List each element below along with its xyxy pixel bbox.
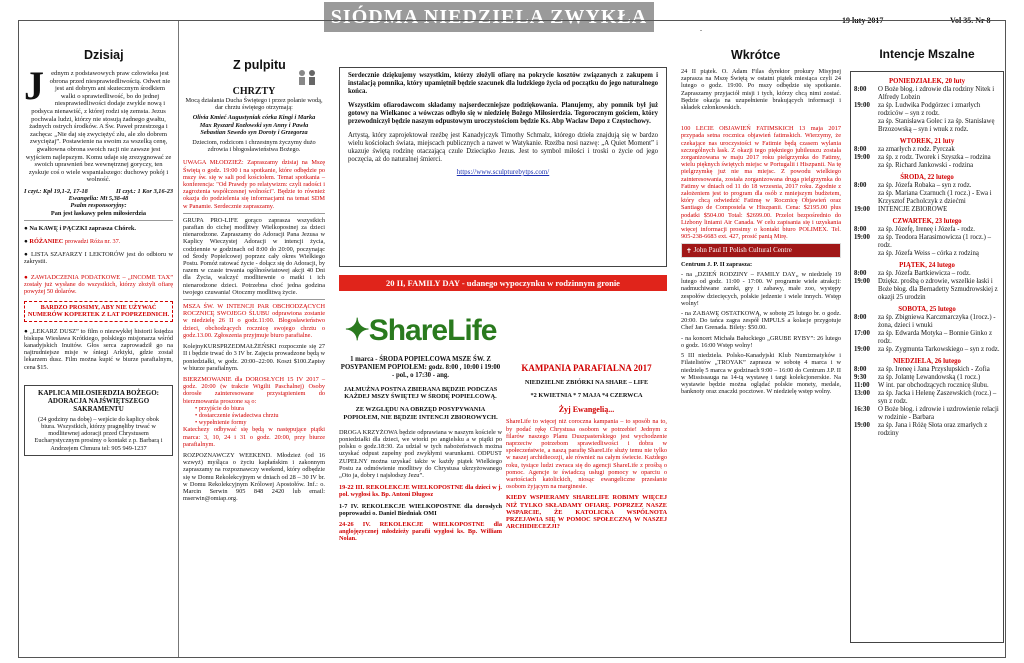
column-pulpit bbox=[179, 21, 329, 657]
coin-club-notice: 5 III niedziela. Polsko-Kanadyjski Klub Numizmatyków i Filatelistów „TROYAK” zaprasza w sobotę 4 marca i w niedzielę 5 marca w godzinach 9:00 – 16:00 do Centrum J.P. II w Mississauga na 14-tą wystawę i targi kolekcjonerskie. Na wystawie będzie można oglądać polskie monety, medale, banknoty oraz znaczki pocztowe. W niedzielę wstęp wolny. bbox=[681, 352, 841, 396]
column-upcoming bbox=[677, 21, 845, 657]
readings bbox=[24, 188, 173, 195]
anniversary-mass: MSZA ŚW. W INTENCJI PAR OBCHODZĄCYCH ROCZNICĘ SWOJEGO ŚLUBU odprawiona zostanie w niedzielę 26 II o godz.11:00. Błogosławieństwo dzieci, obchodzących rocznicę swojego chrztu o godz.13.00. Zgłoszenia przyjmuje biuro parafialne. bbox=[183, 303, 325, 339]
intention-text: O Boże błog. i zdrowie i uzdrowienie relacji w rodzinie - Barbara bbox=[878, 406, 999, 421]
lent-alms: JAŁMUŻNA POSTNA ZBIERANA BĘDZIE PODCZAS KAŻDEJ MSZY ŚWIĘTEJ W ŚRODĘ POPIELCOWĄ. bbox=[343, 386, 498, 401]
intention-row bbox=[854, 406, 1000, 422]
adoration-text: (24 godziny na dobę) – wejście do kaplicy obok biura. Wszystkich, którzy pragnęliby trwać w modlitewnej adoracji przed Chrystusem Eucharystycznym prosimy o kontakt z p. Barbarą i Andrzejem Chmura tel: 905 949-1237 bbox=[34, 415, 163, 452]
masthead-title: SIÓDMA NIEDZIELA ZWYKŁA bbox=[324, 2, 654, 32]
column-today bbox=[19, 21, 179, 657]
collection-dates: *2 KWIETNIA * 7 MAJA *4 CZERWCA bbox=[530, 392, 643, 400]
issue-date: 19 luty 2017 bbox=[842, 16, 884, 25]
intention-time: 19:00 bbox=[854, 206, 870, 213]
today-heading: Dzisiaj bbox=[84, 48, 124, 62]
notice-coffee: ● Na KAWĘ i PĄCZKI zaprasza Chórek. bbox=[24, 224, 136, 232]
monument-box bbox=[339, 67, 667, 267]
column-intentions bbox=[847, 21, 1007, 657]
intention-time: 13:00 bbox=[854, 390, 870, 397]
ash-wednesday: 1 marca - ŚRODA POPIELCOWA MSZE ŚW. Z POSYPANIEM POPIOŁEM: godz. 8:00 , 10:00 i 19:00 - pol., o 17:30 - ang. bbox=[340, 356, 501, 379]
baptism-names: Olivia Kmieć Augustyniak córka Kingi i Marka Max Ryszard Kozłowski syn Anny i Pawła Sebastian Szwedo syn Doroty i Grzegorza bbox=[192, 114, 316, 136]
issue-volume: Vol 35. Nr 8 bbox=[950, 16, 991, 25]
intention-day: PONIEDZIAŁEK, 20 luty bbox=[888, 78, 966, 85]
thanks-text: Serdecznie dziękujemy wszystkim, którzy złożyli ofiarę na pokrycie kosztów związanych z zakupem i instalacją pomnika, który upamiętnił będzie szacunek dla ludzkiego życia od początku do jego naturalnego końca. bbox=[348, 72, 658, 95]
intention-row bbox=[854, 146, 1000, 154]
intention-time: 19:00 bbox=[854, 234, 870, 241]
intention-text: O Boże błog. i zdrowie dla rodziny Nitek i Alfredy Lobzin bbox=[878, 86, 995, 101]
intention-text: za śp. Ludwika Podgórzec i zmarłych rodziców – syn z rodz. bbox=[878, 102, 981, 117]
intention-time: 8:00 bbox=[854, 86, 867, 93]
adoration-title: KAPLICA MIŁOSIERDZIA BOŻEGO: ADORACJA NAJŚWIĘTSZEGO SAKRAMENTU bbox=[38, 388, 159, 413]
collection-title: NIEDZIELNE ZBIÓRKI NA SHARE – LIFE bbox=[524, 379, 649, 386]
centre-invites: Centrum J. P. II zaprasza: bbox=[681, 260, 753, 268]
intention-day: WTOREK, 21 luty bbox=[899, 138, 955, 145]
intention-row bbox=[854, 314, 1000, 330]
family-day-banner: 20 II, FAMILY DAY - udanego wypoczynku w rodzinnym gronie bbox=[339, 275, 667, 291]
header-dot: . bbox=[700, 24, 702, 33]
intention-day: ŚRODA, 22 lutego bbox=[900, 174, 954, 181]
today-reflection bbox=[24, 63, 173, 184]
adoration-box bbox=[24, 385, 173, 456]
intention-time: 8:00 bbox=[854, 182, 867, 189]
bulletin-page bbox=[18, 20, 1006, 658]
intention-row bbox=[854, 226, 1000, 234]
stations-of-cross: DROGA KRZYŻOWA będzie odprawiana w naszym kościele w poniedziałki dla dzieci, we wtorki po angielsku a w piątki po polsku o godz.18:30. Za udział w tych nabożeństwach można uzyskać odpust zupełny pod zwykłymi warunkami. ODPUST ZUPEŁNY można uzyskać także w każdy piątek Wielkiego Postu za odmówienie modlitwy do Chrystusa ukrzyżowanego „Oto ja, dobry i najsłodszy Jezu”. bbox=[339, 428, 502, 480]
intention-text: Dziękz. prośbą o zdrowie, wszelkie łaski i Boże błog. dla Bernadetty Szmudrowskiej z okazji 25 urodzin bbox=[878, 278, 998, 301]
upcoming-heading: Wkrótce bbox=[731, 48, 781, 62]
intention-time: 8:00 bbox=[854, 226, 867, 233]
live-gospel: Żyj Ewangelią... bbox=[558, 405, 615, 415]
intention-time bbox=[854, 190, 878, 206]
family-day-notice: - na „DZIEŃ RODZINY – FAMILY DAY„ w niedzielę 19 lutego od godz. 11:00 - 17:00. W programie wiele atrakcji: nadmuchiwane zamki, gry i zabawy, małe zoo, występy zespołów dziecięcych, polskie jedzenie i wiele innych. Wstęp wolny! bbox=[681, 271, 841, 307]
sharelife-logo: ✦ShareLife bbox=[344, 314, 497, 347]
divider bbox=[24, 220, 173, 221]
intention-time: 19:00 bbox=[854, 278, 870, 285]
intention-row bbox=[854, 250, 1000, 258]
intention-text: za śp. Józefa Robaka – syn z rodz. bbox=[878, 182, 972, 189]
intentions-heading: Intencje Mszalne bbox=[879, 47, 975, 61]
intention-time bbox=[854, 118, 878, 134]
psalm-text: Pan jest łaskawy pełen miłosierdzia bbox=[50, 209, 147, 217]
notice-envelopes: BARDZO PROSIMY, ABY NIE UŻYWAĆ NUMERÓW KOPERTEK Z LAT POPRZEDNICH. bbox=[24, 301, 173, 321]
intention-time bbox=[854, 250, 878, 258]
intention-text: za śp. Stanisława Golec i za śp. Stanisławę Brzozowską – syn i wnuk z rodz. bbox=[878, 118, 995, 133]
intention-text: za śp. Zygmunta Tarkowskiego – syn z rodz. bbox=[878, 346, 1000, 353]
intention-time: 9:30 bbox=[854, 374, 867, 381]
youth-notice: UWAGA MŁODZIEŻ: Zapraszamy dzisiaj na Mszę Świętą o godz. 19:00 i na spotkanie, które odbędzie po mszy św. się w sali pod kościołem. Temat spotkania – konferencja: "Od Prawdy po relatywizm: czyli radości i zagrożenia współczesnej wolności". Będzie to również okazja do podzielenia się informacjami na temat SDM w Panamie. Serdecznie zapraszamy. bbox=[183, 159, 325, 210]
marriage-course: KolejnyKURSPRZEDMAŁŻEŃSKI rozpocznie się 27 II i będzie trwać do 3 IV br. Zajęcia prowadzone będą w poniedziałki, w godz. 20:00–22:00. Koszt $100.Zapisy w biurze parafialnym. bbox=[183, 343, 325, 372]
intention-text: za śp. z rodz. Tworek i Szyszka – rodzina bbox=[878, 154, 991, 161]
intention-text: za śp. Jana i Różę Słota oraz zmarłych z rodziny bbox=[878, 422, 988, 437]
intention-row bbox=[854, 422, 1000, 438]
lent-panel bbox=[339, 311, 502, 651]
intention-text: za śp. Edwarda Motyka – Bonnie Ginko z rodz. bbox=[878, 330, 993, 345]
intention-text: za śp. Teodora Harasimowicza (1 rocz.) – rodz. bbox=[878, 234, 992, 249]
column-center bbox=[333, 21, 673, 657]
intention-row bbox=[854, 182, 1000, 190]
baptism-blessing: Dzieciom, rodzicom i chrzestnym życzymy dużo zdrowia i błogosławieństwa Bożego. bbox=[192, 139, 316, 154]
intention-text: za śp. Jacka i Helenę Zaszewskich (rocz.) – syn z rodz. bbox=[878, 390, 997, 405]
intention-text: za śp. Józefa Weiss – córka z rodziną bbox=[878, 250, 979, 257]
sharelife-appeal: KIEDY WSPIERAMY SHARELIFE ROBIMY WIĘCEJ NIŻ TYLKO SKŁADAMY OFIARĘ. POPRZEZ NASZE WSPARCIE, ŻE KATOLICKA WSPÓLNOTA PRZEJAWIA SIĘ W POMOC SPOŁECZNĄ W NASZEJ ARCHIDIECEZJI? bbox=[506, 494, 667, 531]
intention-text: za śp. Zbigniewa Karczmarczyka (1rocz.) - żona, dzieci i wnuki bbox=[878, 314, 996, 329]
divider bbox=[183, 299, 325, 300]
intention-text: za śp. Richard Jankowski - rodzina bbox=[878, 162, 974, 169]
dropcap: J bbox=[24, 63, 44, 108]
family-icon bbox=[297, 69, 319, 90]
reflection-text: ednym z podstawowych praw człowieka jest obrona przed niesprawiedliwością. Odwet nie jest ani dobrym ani skutecznym środkiem walki o sprawiedliwość, bo do jednej niesprawiedliwości dodaje zwykle nową i podsyca nienawiść, z której rodzi się zemsta. Jezus pochwala ludzi, którzy nie stosują żadnego gwałtu, żadnych ostrych środków. A Św. Paweł przestrzega i zachęca: „Nie daj się zwyciężyć złu, ale zło dobrem zwyciężaj”. Postawienie na swoim za wszelką cenę, gwałtowna obrona swoich racji nie zawsze jest wyjściem najlepszym. Komu udaje się zrezygnować ze swoich uprawnień bez wewnętrznej goryczy, ten zyskuje coś o wiele wspanialszego: duchowy pokój i wolność. bbox=[25, 70, 172, 184]
sharelife-text: ShareLife to więcej niż coroczna kampania – to sposób na to, by podać rękę Chrystusa osobom w potrzebie! Jednym z filarów naszego Planu Duszpasterskiego jest wychodzenie naprzeciw potrzebom sprawiedliwości i dobra w społeczeństwie, a naszą parafię ShareLife służy temu nie tylko w naszej archidiecezji, ale również na całym świecie. Każdego roku, tysiące ludzi zwraca się do agencji ShareLife z prośbą o pomoc. Agencje te świadczą usługi pomocy w oparciu o wartościach katolickich, niosąc ewangeliczne przesłanie osobom żyjącym na marginesie. bbox=[506, 418, 667, 491]
intention-time: 8:00 bbox=[854, 314, 867, 321]
fatima-notice: 100 LECIE OBJAWIEŃ FATIMSKICH 13 maja 2017 przypada setna rocznica objawień fatimskich. Wierzymy, że czekające nas uroczystości w Fatimie będą czasem wylania szczególnych łask. Z okazji tego piękniego jubileuszu została zorganizowana w maju 2017 roku pielgrzymka do Fatimy, wielu pięknych świętych miejsc w Portugalii i Hiszpanii. Na tę pielgrzymkę już nie ma miejsc. Z powodu wielkiego zainteresowania, została zorganizowana druga pielgrzymka do Fatimy w dniach od 11 do 18 wrzesnia, 2017 roku. Zgodnie z założeniem jest to program dla osób z mniejszym budżetem, który chcą odwiedzić Fatimę w Rocznicę Objawień oraz Santiago de Compostela w Hiszpanii. Cena: $2195.00 plus podatki $504.00 Total: $2699.00. Przelot bezpośrednio do Lizbony liniami Air Canada. W celu zapisania się i uzyskania więcej informacji prosimy o kontakt biuro POLIMEX. Tel. 905-238-6683 ext. 427, prosić panią Mirę. bbox=[681, 125, 841, 241]
intention-row bbox=[854, 234, 1000, 250]
artist-text: Artystą, który zaprojektował rzeźbę jest Kanadyjczyk Timothy Schmalz, którego dzieła znajdują się w bardzo wielu kościołach świata, miejscach publicznych a nawet w Watykanie. Rzeźba nosi nazwę: „A Quiet Moment” i ukazuje świętą rodzinę otaczającą czule Dzieciątko Jezus. Jest to symbol miłości i troski o życie od jego poczęcia, aż do naturalnej śmierci. bbox=[348, 132, 658, 163]
intention-row bbox=[854, 278, 1000, 302]
gospel: Ewangelia: Mt 5,38-48 bbox=[68, 195, 129, 203]
no-intentions: ZE WZGLĘDU NA OBRZĘD POSYPYWANIA POPIOŁEM, NIE BĘDZIE INTENCJI ZBIOROWYCH. bbox=[343, 406, 498, 421]
intentions-list bbox=[850, 71, 1004, 643]
prolife-notice: GRUPA PRO-LIFE gorąco zaprasza wszystkich parafian do cichej modlitwy Wielkopostnej za dzieci nienarodzone. Zapraszamy do Adoracji Pana Jezusa w Kaplicy Wieczystej Adoracji w intencji życia, codziennie w godzinach od 8:00 do 20:00, poczynając od Środy Popielcowej poprzez cały okres Wielkiego Postu. Pomóż ratować życie - dołącz się do Adoracji, by razem w czasie trwania ogólnoświatowej akcji 40 Dni dla Życia, walczyć modlitewnie o matki i ich nienarodzone dzieci. Potrzebna choć jedna godzina twojego czuwania! Otoczmy modlitwą życie. bbox=[183, 216, 325, 296]
intention-row bbox=[854, 374, 1000, 382]
intention-day: PIĄTEK, 24 lutego bbox=[899, 262, 955, 269]
notice-rosary: ● RÓŻANIEC prowadzi Róża nr. 37. bbox=[24, 237, 121, 245]
intention-text: za śp. Józefa Bartkiewicza – rodz. bbox=[878, 270, 971, 277]
thanks-text-2: Wszystkim ofiarodawcom składamy najserdeczniejsze podziękowania. Planujemy, aby pomnik był już gotowy na Wielkanoc a wówczas odbyło się w niedzielę Bożego Miłosierdzia. Tegorocznym gościem, który przewodniczył będzie naszym odpustowym uroczystościom będzie Ks. Abp Wacław Depo z Częstochowy. bbox=[348, 102, 658, 125]
divider bbox=[183, 213, 325, 214]
baptisms-intro: Mocą działania Ducha Świętego i przez polanie wodą, dar chrztu świętego otrzymają: bbox=[185, 97, 323, 112]
discernment-weekend: ROZPOZNAWCZY WEEKEND. Młodzież (od 16 wzwyż) myśląca o życiu kapłańskim i zakonnym zapraszamy na rozpoznawczy weekend, który odbędzie się w Domu Rekolekcyjnym w dniach od 28 – 30 IV br. w Domu Rekolekcyjnym Królowej Apostołów. Inf.: o. Marcin Serwin 905 848 2420 lub email: mserwin@omiap.org. bbox=[183, 451, 325, 503]
intention-row bbox=[854, 102, 1000, 118]
intention-text: za śp. Jolantę Lewandowską (1 rocz.) bbox=[878, 374, 981, 381]
retreat-adults: 1-7 IV. REKOLEKCJE WIELKOPOSTNE dla dorosłych poprowadzi o. Daniel Biedniak OMI bbox=[339, 502, 502, 517]
intention-time: 19:00 bbox=[854, 154, 870, 161]
concert-notice: - na koncert Michała Bałuckiego „GRUBE RYBY”: 26 lutego o godz. 16:00 Wstęp wolny! bbox=[681, 334, 841, 349]
intention-row bbox=[854, 206, 1000, 214]
intention-time bbox=[854, 162, 878, 170]
intention-row bbox=[854, 162, 1000, 170]
confirmation-steps: • przyjście do biura • dostarczenie świadectwa chrztu • wypełnienie formy bbox=[195, 404, 279, 427]
intention-day: NIEDZIELA, 26 lutego bbox=[893, 358, 961, 365]
intention-text: za śp. Józefę, Ireneę i Józefa - rodz. bbox=[878, 226, 975, 233]
sculpture-link[interactable]: https://www.sculpturebytps.com/ bbox=[456, 168, 550, 176]
campaign-title: KAMPANIA PARAFIALNA 2017 bbox=[521, 363, 652, 373]
psalm-label: Psalm responsoryjny: bbox=[70, 202, 127, 210]
dance-notice: - na ZABAWĘ OSTATKOWĄ, w sobotę 25 lutego br. o godz. 20:00. Do tańca zagra zespół IMPULS a kolacje przygotuje Chef Jan Grenada. Bilety: $50.00. bbox=[681, 310, 841, 332]
catechesis: Katechezy odbywać się będą w następujące piątki marca: 3, 10, 24 i 31 o godz. 20:00, przy biurze parafialnym. bbox=[183, 426, 325, 448]
reading-1: I czyt.: Kpł 19,1-2, 17-18 bbox=[24, 187, 88, 195]
intention-time: 8:00 bbox=[854, 270, 867, 277]
intention-day: CZWARTEK, 23 lutego bbox=[892, 218, 962, 225]
notice-film: ● „LEKARZ DUSZ” to film o niezwykłej historii księdza biskupa Wiesława Krótkiego, polskiego misjonarza wśród kanadyjskich Inuitów. Głos serca zaprowadził go na najtrudniejsze misje w śniegi Arktyki, gdzie został lekarzem dusz. Film można kupić w biurze parafialnym, cena $15. bbox=[24, 327, 173, 371]
intention-time: 8:00 bbox=[854, 366, 867, 373]
cross-icon: ✝ bbox=[686, 246, 692, 255]
intention-row bbox=[854, 118, 1000, 134]
intention-row bbox=[854, 86, 1000, 102]
retreat-children: 19-22 III. REKOLEKCJE WIELKOPOSTNE dla dzieci w j. pol. wygłosi ks. Bp. Antoni Długosz bbox=[339, 484, 502, 499]
missions-notice: 24 II piątek. O. Adam Filas dyrektor prokury Misyjnej zaprasza na Mszę Świętą w ostatni piątek miesiąca czyli 24 lutego o godz. 19:00. Po mszy odbędzie się spotkanie. Zapraszamy przyjaciół misji i tych, którzy chcą nimi zostać. Będzie okazja na uzupełnienie brakujących informacji i składek członkowskich. bbox=[681, 68, 841, 112]
intention-text: W int. par obchodzących rocznicę ślubu. bbox=[878, 382, 989, 389]
intention-time: 19:00 bbox=[854, 102, 870, 109]
jp2-centre-bar: ✝ John Paul II Polish Cultural Centre bbox=[681, 243, 841, 257]
confirmation-notice: BIERZMOWANIE dla DOROSŁYCH 15 IV 2017 – godz. 20:00 (w trakcie Wigilii Paschalnej) Osoby dorosłe zainteresowane przystąpieniem do bierzmowania proszone są o: bbox=[183, 375, 325, 405]
intention-row bbox=[854, 270, 1000, 278]
notice-lectors: ● LISTA SZAFARZY I LEKTORÓW jest do odbioru w zakrystii. bbox=[24, 251, 173, 266]
intention-time: 8:00 bbox=[854, 146, 867, 153]
intention-text: za zmarłych z rodz. Pyrczak bbox=[878, 146, 955, 153]
intention-time: 16:30 bbox=[854, 406, 870, 413]
intention-row bbox=[854, 390, 1000, 406]
intention-row bbox=[854, 366, 1000, 374]
intention-text: INTENCJE ZBIOROWE bbox=[878, 206, 948, 213]
retreat-youth: 24-26 IV. REKOLEKCJE WIELKOPOSTNE dla anglojęzycznej młodzieży parafii wygłosi ks. Bp. William Nolan. bbox=[339, 521, 502, 543]
intention-row bbox=[854, 382, 1000, 390]
intention-time: 17:00 bbox=[854, 330, 870, 337]
sharelife-panel bbox=[506, 311, 667, 651]
baptisms-heading: CHRZTY bbox=[232, 86, 276, 97]
reading-2: II czyt.: 1 Kor 3,16-23 bbox=[115, 187, 173, 195]
notice-tax: ● ZAWIADCZENIA PODATKOWE – „INCOME TAX” zostały już wysłane do wszystkich, którzy złożyli ofiarę powyżej 50 dolarów. bbox=[24, 273, 173, 295]
intention-text: za śp. Mariana Czarnuch (1 rocz.) - Ewa i Krzysztof Pacholczyk z dziećmi bbox=[878, 190, 992, 205]
intention-row bbox=[854, 330, 1000, 346]
intention-time: 19:00 bbox=[854, 346, 870, 353]
intention-text: za śp. Ireneę i Jana Przyslupskich - Zofia bbox=[878, 366, 990, 373]
intention-row bbox=[854, 190, 1000, 206]
intention-row bbox=[854, 346, 1000, 354]
pulpit-heading: Z pulpitu bbox=[233, 58, 286, 72]
intention-day: SOBOTA, 25 lutego bbox=[898, 306, 956, 313]
intention-time: 19:00 bbox=[854, 422, 870, 429]
intention-row bbox=[854, 154, 1000, 162]
intention-time: 11:00 bbox=[854, 382, 870, 389]
